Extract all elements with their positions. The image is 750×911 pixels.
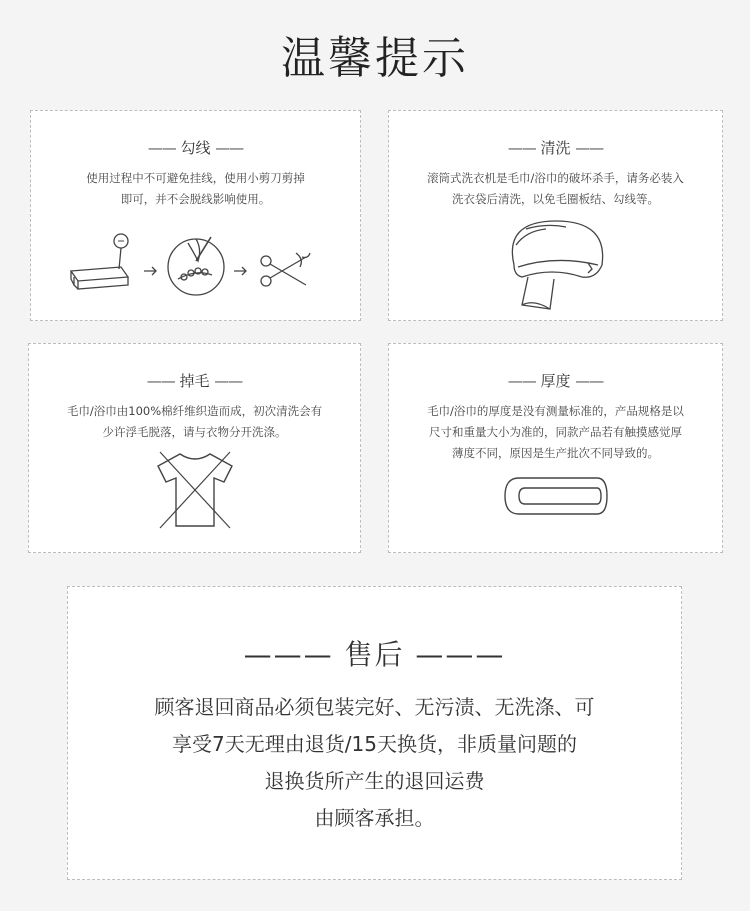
card-text-line: 少许浮毛脱落，请与衣物分开洗涤。 [102, 425, 287, 439]
after-sales-title-text: 售后 [344, 638, 405, 671]
after-sales-line: 由顾客承担。 [314, 806, 435, 830]
folded-towel-icon [389, 474, 722, 518]
card-text-line: 薄度不同，原因是生产批次不同导致的。 [452, 446, 659, 460]
laundry-bag-icon [389, 215, 722, 311]
card-title: —— 勾线 —— [147, 139, 244, 157]
card-text-line: 滚筒式洗衣机是毛巾/浴巾的破坏杀手，请务必装入 [427, 171, 684, 185]
after-sales-text [68, 689, 681, 837]
card-text-line: 使用过程中不可避免挂线，使用小剪刀剪掉 [86, 171, 305, 185]
card-title-text: 掉毛 [179, 372, 210, 390]
card-text-line: 洗衣袋后清洗，以免毛圈板结、勾线等。 [452, 192, 659, 206]
card-text [406, 168, 706, 210]
card-title: —— 掉毛 —— [146, 372, 243, 390]
tip-card-shedding [28, 343, 361, 553]
card-text-line: 毛巾/浴巾由100%棉纤维织造而成，初次清洗会有 [66, 404, 323, 418]
tip-card-snag [30, 110, 361, 321]
after-sales-line: 退换货所产生的退回运费 [264, 769, 485, 793]
card-title-text: 勾线 [180, 139, 211, 157]
after-sales-box [67, 586, 682, 880]
card-title-text: 清洗 [540, 139, 571, 157]
crossed-tshirt-icon [29, 448, 360, 534]
page-title: 温馨提示 [281, 33, 469, 84]
tip-card-washing [388, 110, 723, 321]
after-sales-line: 顾客退回商品必须包装完好、无污渍、无洗涤、可 [154, 695, 595, 719]
card-title-text: 厚度 [540, 372, 571, 390]
card-text [45, 401, 345, 443]
after-sales-title: ——— 售后 ——— [243, 638, 506, 671]
after-sales-line: 享受7天无理由退货/15天换货，非质量问题的 [172, 732, 577, 756]
towel-thread-scissors-icon [31, 227, 360, 307]
tip-card-thickness [388, 343, 723, 553]
card-text-line: 尺寸和重量大小为准的，同款产品若有触摸感觉厚 [429, 425, 682, 439]
card-text-line: 毛巾/浴巾的厚度是没有测量标准的，产品规格是以 [427, 404, 684, 418]
card-text-line: 即可，并不会脱线影响使用。 [120, 192, 271, 206]
card-title: —— 厚度 —— [507, 372, 604, 390]
card-text [406, 401, 706, 464]
card-text [56, 168, 336, 210]
card-title: —— 清洗 —— [507, 139, 604, 157]
